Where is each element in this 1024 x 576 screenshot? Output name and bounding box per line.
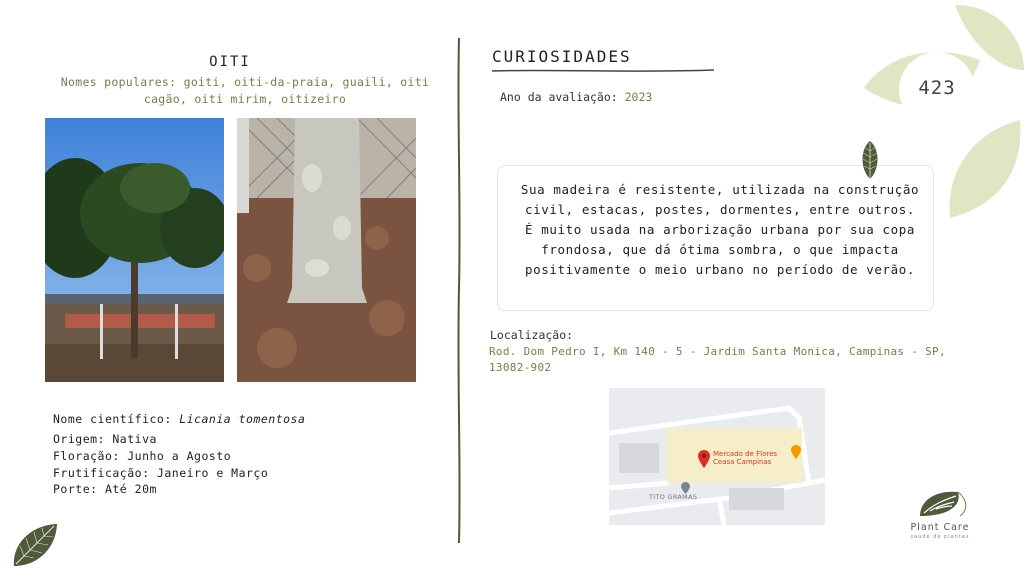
evaluation-year-label: Ano da avaliação:	[500, 90, 625, 104]
map-poi-label: TITO GRAMAS	[649, 493, 698, 501]
location-label: Localização:	[490, 328, 574, 342]
species-number-badge: 423	[918, 77, 956, 99]
tree-photo	[45, 118, 224, 382]
scientific-name	[53, 412, 305, 426]
fruiting: Frutificação: Janeiro e Março	[53, 466, 269, 480]
map-place-label	[713, 450, 777, 466]
evaluation-year	[500, 90, 652, 104]
evaluation-year-value: 2023	[624, 90, 653, 104]
location-map[interactable]	[609, 388, 825, 525]
bottom-leaf-icon	[10, 520, 60, 570]
curiosities-title: CURIOSIDADES	[492, 47, 632, 66]
species-name: OITI	[209, 54, 251, 70]
popular-names: Nomes populares: goiti, oiti-da-praia, guaili, oiti cagão, oiti mirim, oitizeiro	[60, 75, 430, 106]
map-poi-icon	[791, 444, 801, 463]
map-place-line1: Mercado de Flores	[713, 450, 778, 458]
location-address: Rod. Dom Pedro I, Km 140 - 5 - Jardim Santa Monica, Campinas - SP, 13082-902	[489, 345, 946, 374]
small-leaf-icon	[860, 141, 880, 181]
column-divider	[456, 38, 462, 543]
logo-name: Plant Care	[910, 522, 970, 533]
flowering: Floração: Junho a Agosto	[53, 449, 232, 463]
map-pin-icon	[698, 450, 710, 472]
origin: Origem: Nativa	[53, 432, 157, 446]
leaf-decoration	[850, 0, 1024, 230]
tree-size: Porte: Até 20m	[53, 482, 157, 496]
title-underline	[492, 68, 714, 74]
fact-text: Sua madeira é resistente, utilizada na construção civil, estacas, postes, dormentes, entre outros. É muito usada na arborização urbana por sua copa frondosa, que dá ótima sombra, o que impacta positivamente o meio urbano no período de verão.	[520, 182, 920, 277]
scientific-name-value: Licania tomentosa	[179, 412, 306, 426]
map-place-line2: Ceasa Campinas	[713, 458, 772, 466]
trunk-photo	[237, 118, 416, 382]
logo-tagline: saúde de plantas	[910, 534, 970, 540]
scientific-name-label: Nome científico:	[53, 412, 180, 426]
